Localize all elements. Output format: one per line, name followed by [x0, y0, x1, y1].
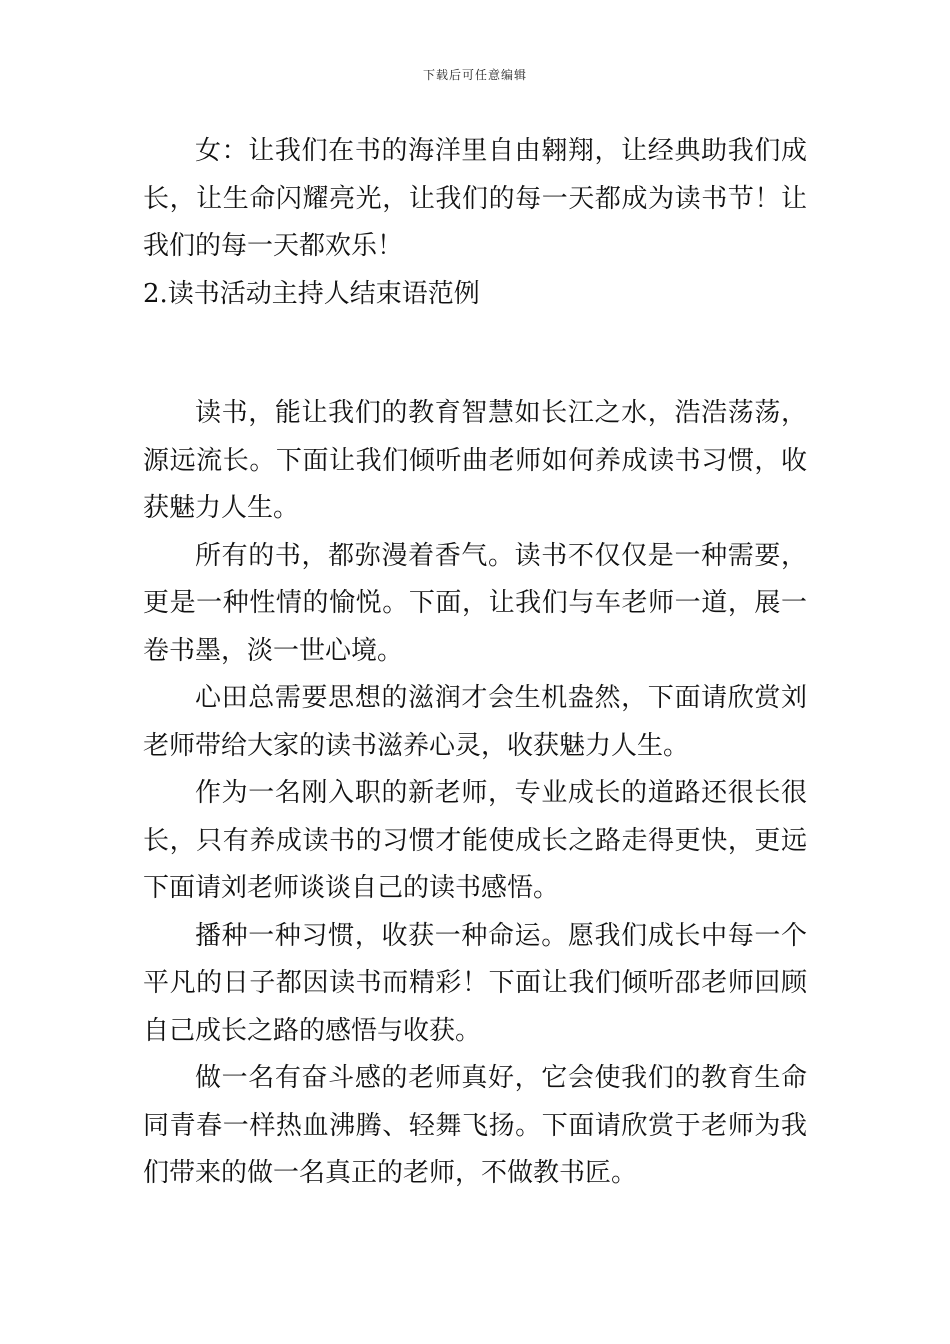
- paragraph-3: 心田总需要思想的滋润才会生机盎然，下面请欣赏刘老师带给大家的读书滋养心灵，收获魅力人生。: [143, 683, 807, 761]
- section-heading: 2.读书活动主持人结束语范例: [143, 278, 480, 309]
- paragraph-2: 所有的书，都弥漫着香气。读书不仅仅是一种需要，更是一种性情的愉悦。下面，让我们与车老师一道，展一卷书墨，淡一世心境。: [143, 540, 807, 666]
- document-body: [143, 128, 807, 1198]
- paragraph-closing-female: 女：让我们在书的海洋里自由翱翔，让经典助我们成长，让生命闪耀亮光，让我们的每一天都成为读书节！让我们的每一天都欢乐！: [143, 136, 807, 261]
- paragraph-5: 播种一种习惯，收获一种命运。愿我们成长中每一个平凡的日子都因读书而精彩！下面让我们倾听邵老师回顾自己成长之路的感悟与收获。: [143, 920, 807, 1046]
- paragraph-6: 做一名有奋斗感的老师真好，它会使我们的教育生命同青春一样热血沸腾、轻舞飞扬。下面请欣赏于老师为我们带来的做一名真正的老师，不做教书匠。: [143, 1063, 807, 1188]
- page-header: 下载后可任意编辑: [422, 68, 527, 82]
- blank-gap: [143, 318, 807, 390]
- paragraph-1: 读书，能让我们的教育智慧如长江之水，浩浩荡荡，源远流长。下面让我们倾听曲老师如何养成读书习惯，收获魅力人生。: [143, 398, 807, 523]
- paragraph-4: 作为一名刚入职的新老师，专业成长的道路还很长很长，只有养成读书的习惯才能使成长之路走得更快，更远下面请刘老师谈谈自己的读书感悟。: [143, 778, 807, 903]
